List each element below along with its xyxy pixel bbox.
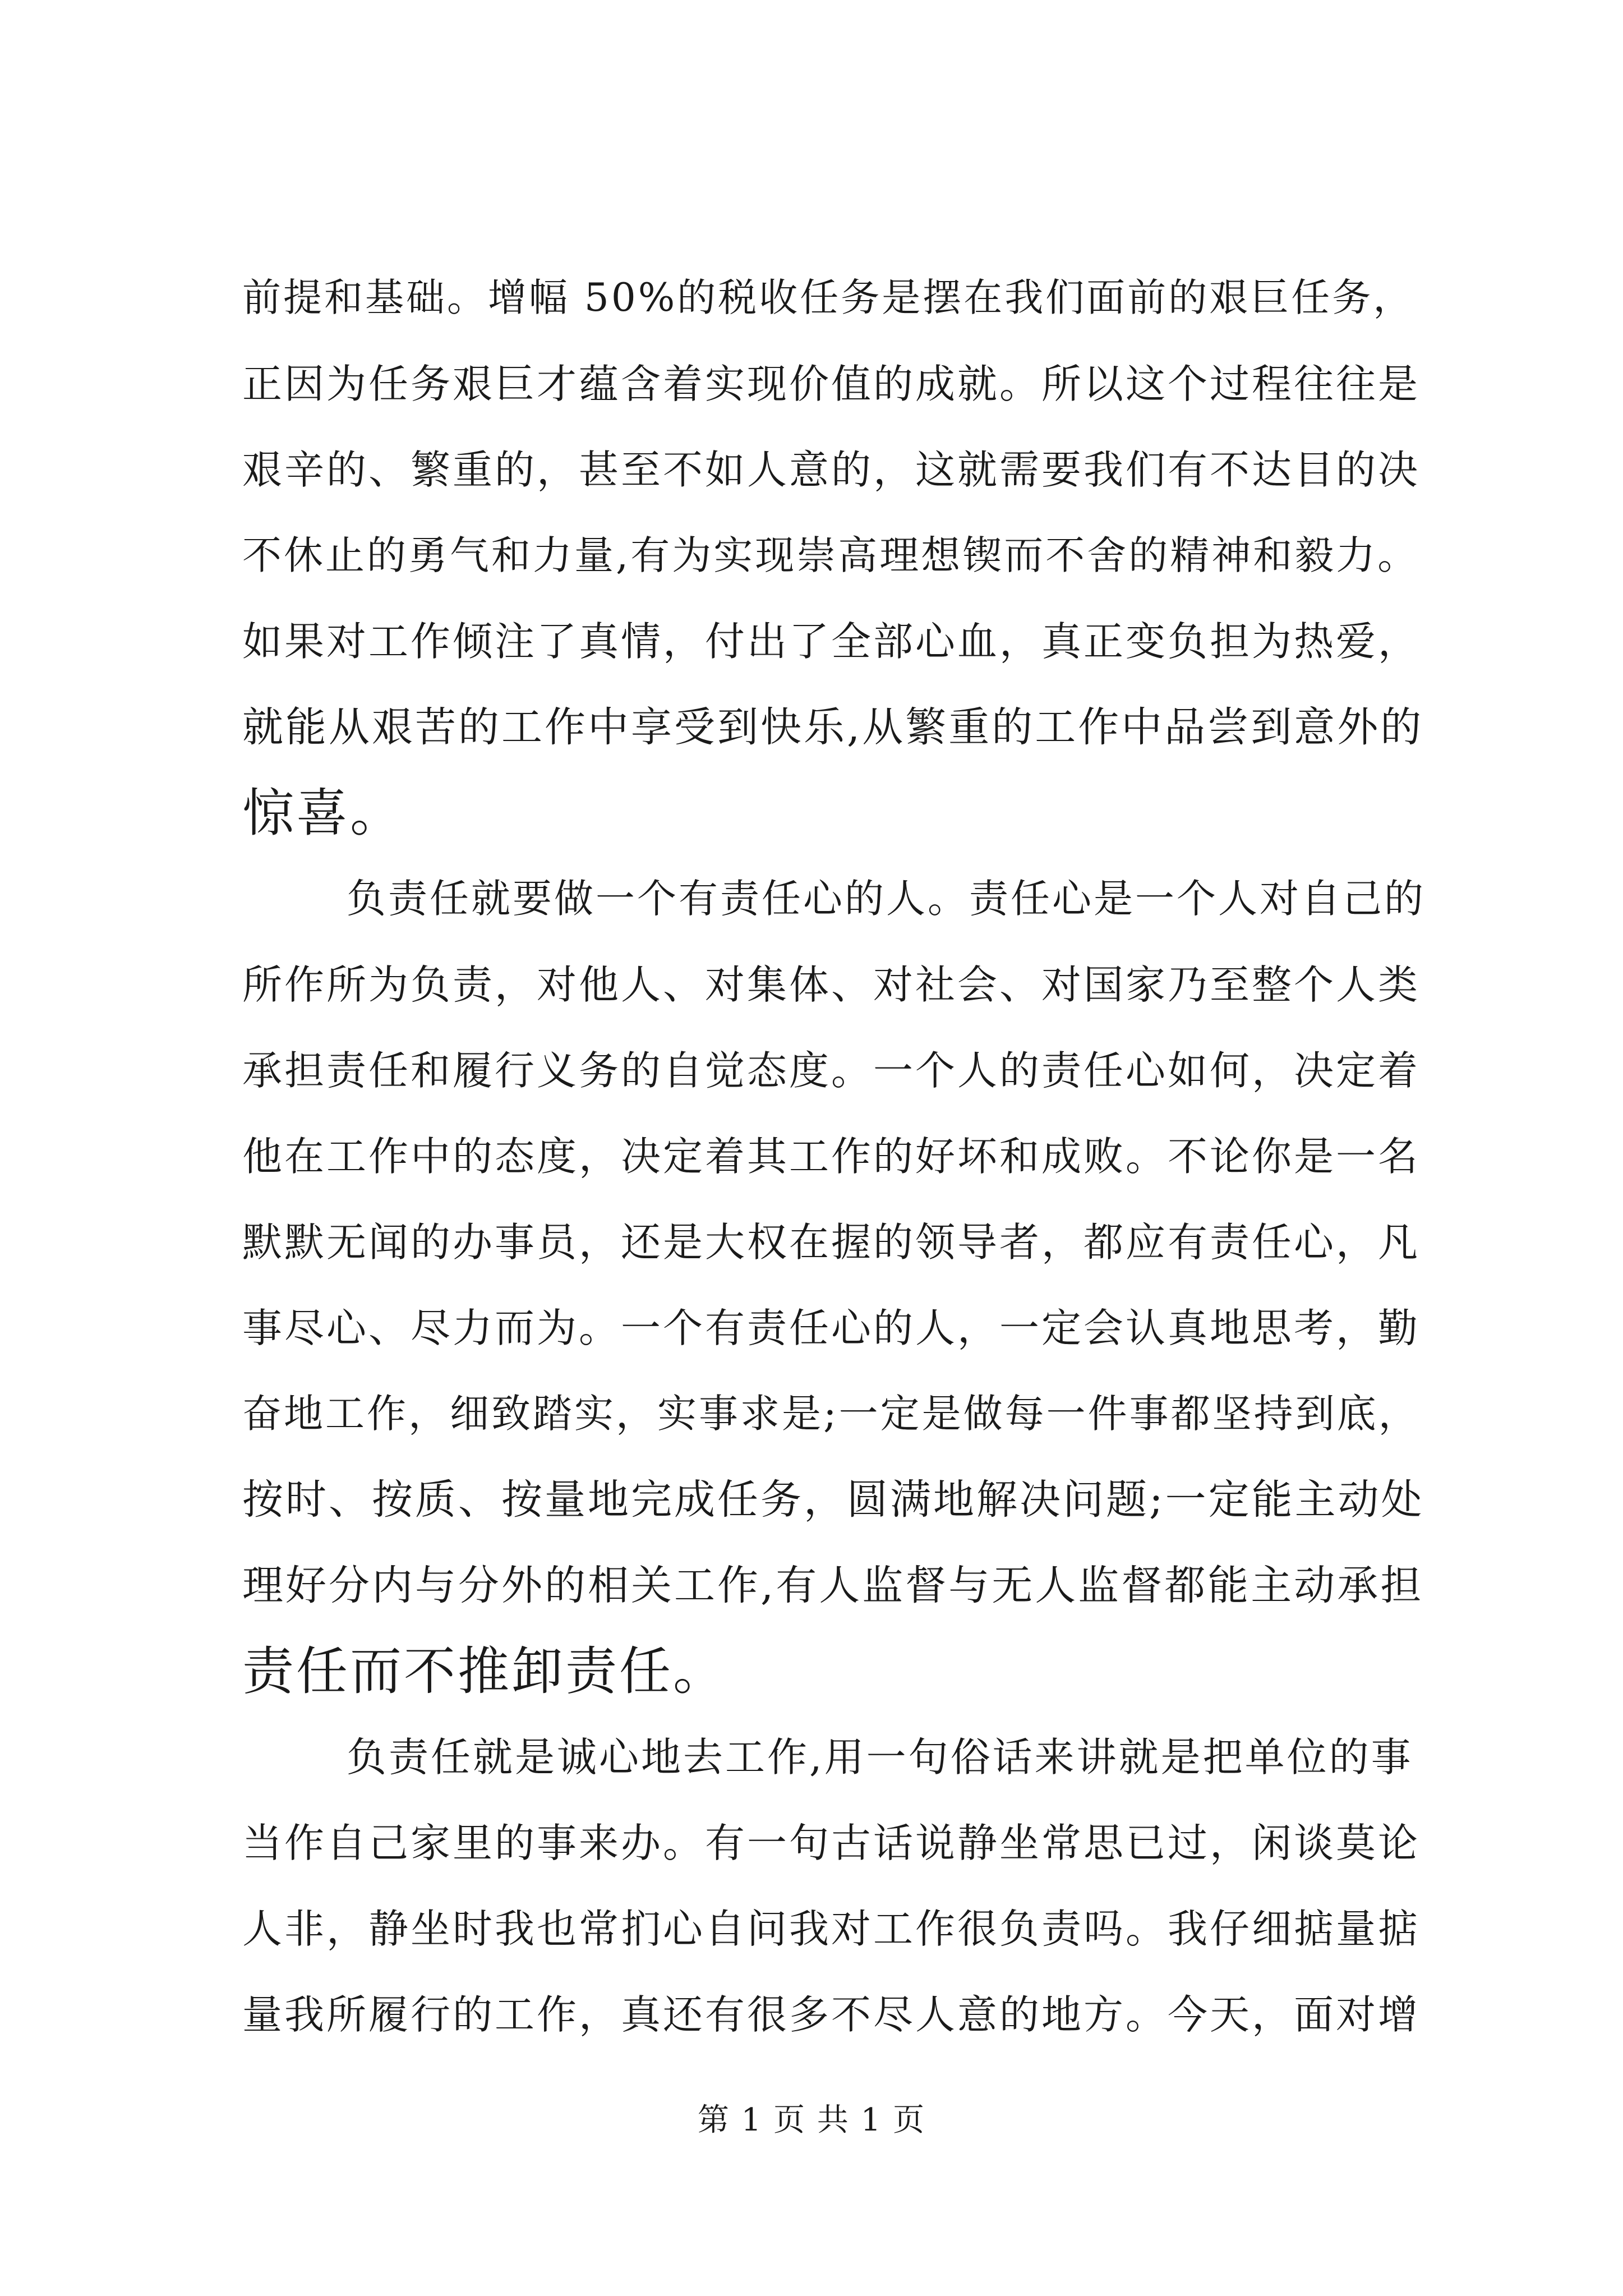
text-line: 承担责任和履行义务的自觉态度。一个人的责任心如何，决定着	[242, 1047, 1421, 1094]
text-line: 如果对工作倾注了真情，付出了全部心血，真正变负担为热爱，	[242, 618, 1421, 665]
document-body	[242, 255, 1426, 2058]
text-line: 正因为任务艰巨才蕴含着实现价值的成就。所以这个过程往往是	[242, 361, 1421, 407]
text-line: 当作自己家里的事来办。有一句古话说静坐常思已过，闲谈莫论	[242, 1820, 1421, 1866]
text-line: 他在工作中的态度，决定着其工作的好坏和成败。不论你是一名	[242, 1133, 1421, 1180]
text-line: 不休止的勇气和力量,有为实现崇高理想锲而不舍的精神和毅力。	[242, 532, 1419, 578]
text-line: 惊喜。	[242, 783, 404, 843]
page-footer: 第 1 页 共 1 页	[697, 2102, 926, 2138]
text-line: 默默无闻的办事员，还是大权在握的领导者，都应有责任心，凡	[242, 1219, 1421, 1266]
text-line: 理好分内与分外的相关工作,有人监督与无人监督都能主动承担	[242, 1562, 1424, 1609]
text-line: 按时、按质、按量地完成任务，圆满地解决问题;一定能主动处	[242, 1476, 1424, 1524]
text-line: 人非，静坐时我也常扪心自问我对工作很负责吗。我仔细掂量掂	[242, 1906, 1421, 1952]
text-line: 事尽心、尽力而为。一个有责任心的人，一定会认真地思考，勤	[242, 1305, 1421, 1351]
text-line: 责任而不推卸责任。	[242, 1641, 727, 1701]
text-line: 负责任就要做一个有责任心的人。责任心是一个人对自己的	[347, 876, 1426, 922]
text-line: 所作所为负责，对他人、对集体、对社会、对国家乃至整个人类	[242, 961, 1421, 1008]
text-line: 奋地工作，细致踏实，实事求是;一定是做每一件事都坚持到底，	[242, 1391, 1420, 1437]
text-line: 量我所履行的工作，真还有很多不尽人意的地方。今天，面对增	[242, 1991, 1421, 2038]
text-line: 负责任就是诚心地去工作,用一句俗话来讲就是把单位的事	[347, 1734, 1413, 1780]
text-line: 艰辛的、繁重的，甚至不如人意的，这就需要我们有不达目的决	[242, 447, 1421, 493]
text-line: 前提和基础。增幅 50%的税收任务是摆在我们面前的艰巨任务，	[242, 275, 1414, 320]
text-line: 就能从艰苦的工作中享受到快乐,从繁重的工作中品尝到意外的	[242, 703, 1424, 751]
